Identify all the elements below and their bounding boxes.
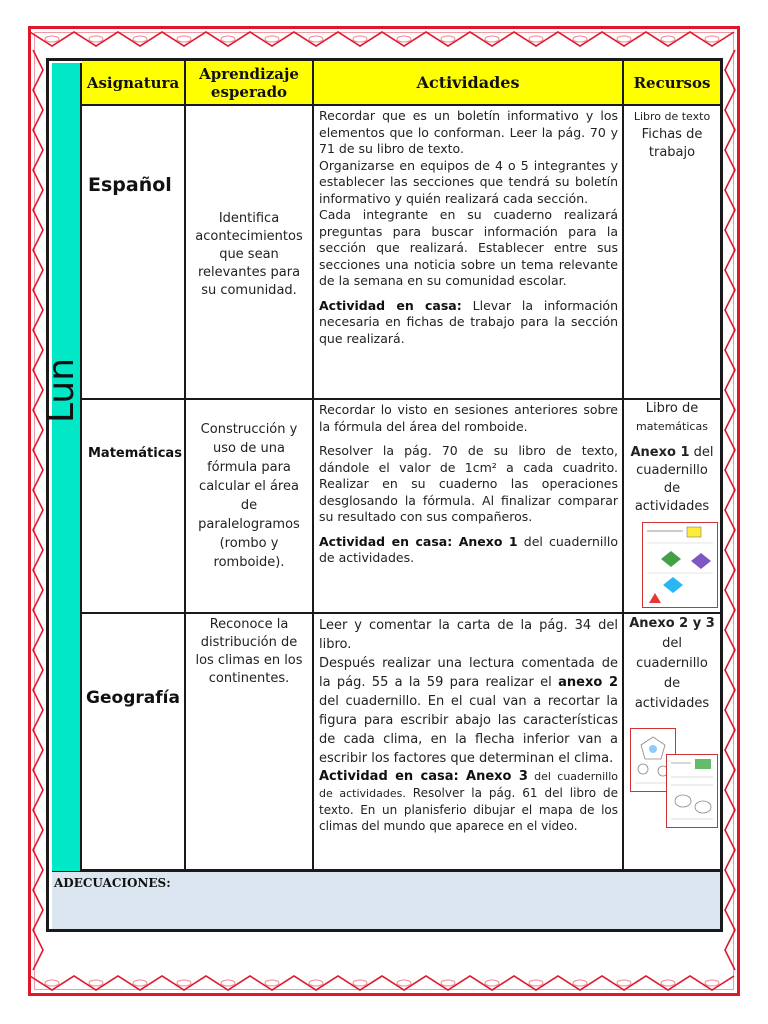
activities-espanol	[314, 106, 624, 400]
resource-anexo-label	[626, 614, 718, 634]
resource-line: Fichas de trabajo	[641, 127, 703, 160]
home-activity-label: Actividad en casa: Anexo 3	[319, 769, 528, 784]
day-column	[41, 63, 82, 871]
activity-text-2	[319, 654, 618, 768]
resources-espanol	[624, 106, 720, 400]
worksheet-thumbnail	[642, 522, 718, 608]
home-activity	[319, 534, 618, 567]
activity-text-part: del cuadernillo. En el cual van a recortar la figura para escribir abajo las características de cada clima, en la flecha inferior van a escribir los factores que determinan el clima.	[319, 694, 618, 766]
decorative-band-right	[722, 50, 738, 972]
resource-anexo-text: del cuadernillo de actividades	[634, 445, 714, 514]
activity-text-anexo: anexo 2	[558, 675, 618, 690]
decorative-band-top	[30, 28, 738, 50]
learning-matematicas-text: Construcción y uso de una fórmula para calcular el área de paralelogramos (rombo y romboide).	[198, 422, 300, 570]
adecuaciones-section	[52, 871, 720, 929]
decorative-band-left	[30, 50, 46, 972]
home-activity-small: del cuadernillo de actividades.	[319, 770, 618, 800]
activity-text: Cada integrante en su cuaderno realizará preguntas para buscar información para la sección que realizará. Establecer entre sus secciones una noticia sobre un tema relevante de la semana en su comunidad escolar.	[319, 207, 618, 288]
learning-espanol	[186, 106, 314, 400]
header-activities: Actividades	[314, 61, 624, 106]
home-activity-label: Actividad en casa: Anexo 1	[319, 533, 518, 549]
activity-text: Organizarse en equipos de 4 o 5 integrantes y establecer las secciones que tendrá su boletín informativo y quién realizará cada sección.	[319, 157, 618, 206]
adecuaciones-label: ADECUACIONES:	[54, 876, 171, 890]
home-activity-text: Resolver la pág. 61 del libro de texto. En un planisferio dibujar el mapa de los climas del mundo que aparece en el video.	[319, 786, 619, 833]
subject-matematicas: Matemáticas	[82, 400, 186, 614]
decorative-band-bottom	[30, 972, 738, 994]
activities-geografia	[314, 614, 624, 871]
home-activity-text: Llevar la información necesaria en fichas de trabajo para la sección que realizará.	[319, 297, 618, 346]
subject-geografia: Geografía	[82, 614, 186, 871]
home-activity-text: del cuadernillo de actividades.	[319, 533, 618, 565]
resource-anexo	[626, 444, 718, 516]
resource-line: Libro de	[645, 401, 699, 416]
resources-geografia	[624, 614, 720, 871]
home-activity-label: Actividad en casa:	[319, 297, 462, 313]
resources-matematicas	[624, 400, 720, 614]
worksheet-thumbnail-anexo-3	[666, 754, 718, 828]
activity-text-part: Después realizar una lectura comentada de la pág. 55 a la 59 para realizar el	[319, 656, 618, 690]
learning-matematicas	[186, 400, 314, 614]
activities-matematicas	[314, 400, 624, 614]
header-subject: Asignatura	[82, 61, 186, 106]
subject-espanol: Español	[82, 106, 186, 400]
learning-espanol-text: Identifica acontecimientos que sean relevantes para su comunidad.	[195, 211, 303, 298]
resource-anexo-label: Anexo 1	[630, 445, 690, 460]
resource-line: del cuadernillo de actividades	[634, 636, 710, 711]
resource-line: Libro de texto	[633, 110, 711, 123]
day-label: Lun	[41, 357, 82, 423]
header-resources: Recursos	[624, 61, 720, 106]
learning-geografia	[186, 614, 314, 871]
lesson-plan-table	[41, 58, 723, 932]
activity-text: Recordar lo visto en sesiones anteriores sobre la fórmula del área del romboide.	[319, 402, 618, 434]
activity-text: Resolver la pág. 70 de su libro de texto, dándole el valor de 1cm² a cada cuadrito. Realizar en su cuaderno las operaciones desglosando la fórmula. Al finalizar comparar su resultado con sus compañeros.	[319, 443, 618, 524]
resource-anexo: Anexo 2 y 3	[629, 616, 715, 631]
activity-text: Recordar que es un boletín informativo y los elementos que lo conforman. Leer la pág. 70 y 71 de su libro de texto.	[319, 108, 618, 156]
activity-text: Leer y comentar la carta de la pág. 34 del libro.	[319, 618, 618, 652]
header-learning: Aprendizaje esperado	[186, 61, 314, 106]
resource-line: matemáticas	[636, 420, 708, 433]
home-activity	[319, 298, 618, 348]
learning-geografia-text: Reconoce la distribución de los climas en los continentes.	[195, 617, 303, 686]
home-activity	[319, 768, 618, 834]
